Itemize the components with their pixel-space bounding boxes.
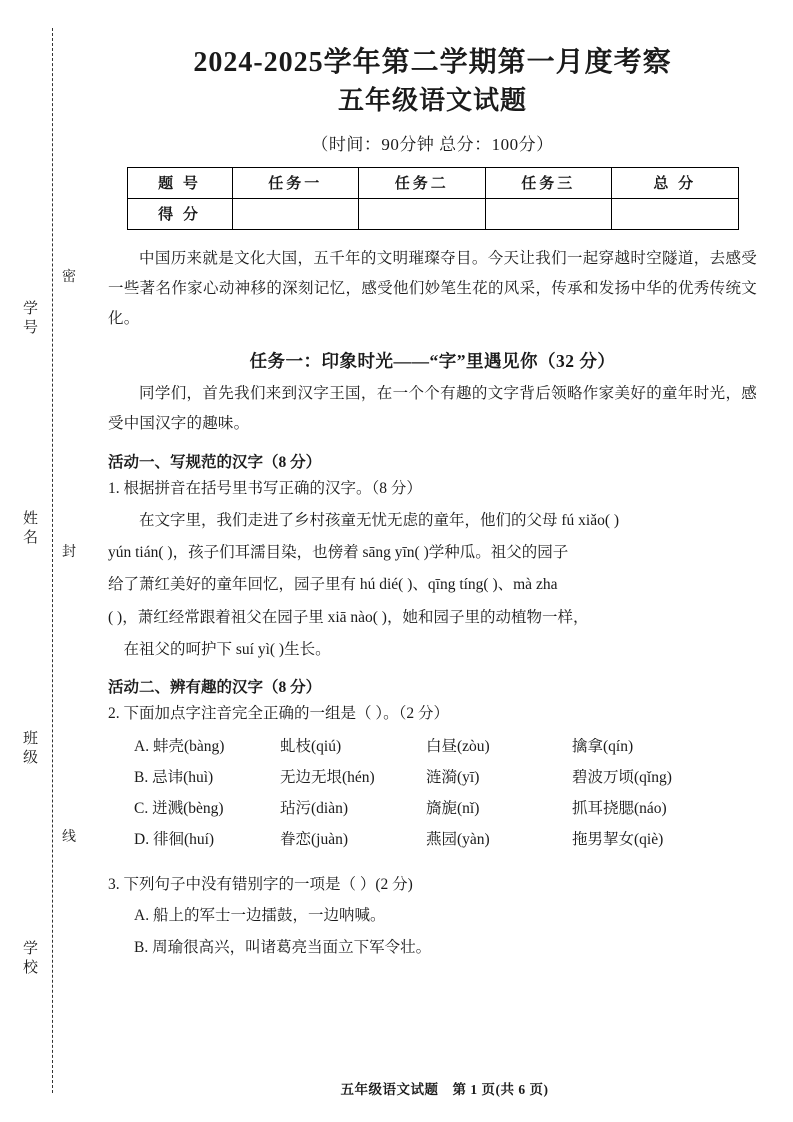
page-title-line2: 五年级语文试题: [337, 85, 527, 115]
seal-word-feng-label: 封: [62, 545, 76, 560]
option-a-1: A. 蚌壳(bàng): [134, 738, 225, 756]
option-c-2: 玷污(diàn): [280, 800, 349, 818]
question-2: 2. 下面加点字注音完全正确的一组是（ ）。（2 分）: [108, 705, 450, 722]
table-row-score: [127, 198, 738, 229]
question-3-option-b: B. 周瑜很高兴，叫诸葛亮当面立下军令壮。: [134, 938, 432, 956]
option-b-1: B. 忌讳(huì): [134, 769, 214, 787]
score-table-cell: 任务三: [485, 167, 612, 198]
seal-field-xuehao-label: 学 号: [22, 301, 39, 336]
option-row-d: [108, 824, 757, 855]
spacer: [108, 857, 757, 865]
score-table-cell: 得 分: [127, 198, 232, 229]
score-table: [127, 167, 739, 230]
activity2-title: 活动二、辨有趣的汉字（8 分）: [108, 679, 322, 696]
option-d-4: 拖男挈女(qiè): [572, 831, 664, 849]
score-table-cell: 题 号: [127, 167, 232, 198]
option-b-3: 涟漪(yī): [426, 769, 480, 787]
table-row-header: [127, 167, 738, 198]
sealing-strip: [0, 0, 96, 1122]
task1-lead: 同学们，首先我们来到汉字王国，在一个个有趣的文字背后领略作家美好的童年时光，感受中国汉字的趣味。: [108, 385, 757, 433]
page-footer: [96, 1078, 793, 1098]
seal-word-mi: [58, 270, 80, 287]
footer-title: 五年级语文试题: [340, 1082, 439, 1097]
seal-word-xian: [58, 830, 80, 847]
seal-field-xingming: [14, 510, 48, 548]
option-b-4: 碧波万顷(qǐng): [572, 769, 672, 787]
footer-page-number: 第 1 页(共 6 页): [452, 1082, 549, 1097]
intro-paragraph: 中国历来就是文化大国，五千年的文明璀璨夺目。今天让我们一起穿越时空隧道，去感受一些著名作家心动神移的深刻记忆，感受他们妙笔生花的风采，传承和发扬中华的优秀传统文化。: [108, 249, 757, 328]
pinyin-line-1: 在文字里，我们走进了乡村孩童无忧无虑的童年，他们的父母 fú xiǎo( ): [139, 511, 620, 529]
seal-word-feng: [58, 545, 80, 562]
activity1-title: 活动一、写规范的汉字（8 分）: [108, 453, 322, 471]
exam-meta: （时间：90分钟 总分：100分）: [311, 134, 554, 154]
option-a-3: 白昼(zòu): [426, 738, 490, 756]
option-a-2: 虬枝(qiú): [280, 738, 342, 756]
pinyin-line-2: yún tián( )，孩子们耳濡目染，也傍着 sāng yīn( )学种瓜。祖父的园子: [108, 544, 569, 562]
option-row-b: [108, 762, 757, 793]
question-3: 3. 下列句子中没有错别字的一项是（ ）(2 分): [108, 876, 413, 894]
option-c-1: C. 迸溅(bèng): [134, 800, 224, 818]
score-input-cell[interactable]: [232, 198, 359, 229]
seal-field-banji-label: 班 级: [22, 731, 39, 766]
seal-field-xuexiao-label: 学 校: [22, 941, 39, 976]
question-2-options: [108, 731, 757, 855]
option-d-1: D. 徘徊(huí): [134, 831, 215, 849]
score-input-cell[interactable]: [612, 198, 739, 229]
seal-field-xuehao: [14, 300, 48, 338]
task1-title: 任务一：印象时光——“字”里遇见你（32 分）: [249, 351, 616, 372]
seal-field-xingming-label: 姓 名: [22, 511, 39, 546]
option-row-c: [108, 793, 757, 824]
pinyin-line-3: 给了萧红美好的童年回忆，园子里有 hú dié( )、qīng tíng( )、mà zha: [108, 576, 558, 594]
score-input-cell[interactable]: [359, 198, 486, 229]
paper-content: [96, 0, 793, 1122]
seal-field-banji: [14, 730, 48, 768]
score-table-cell: 任务二: [359, 167, 486, 198]
score-table-cell: 任务一: [232, 167, 359, 198]
option-d-3: 燕园(yàn): [426, 831, 490, 849]
activity1-question: 1. 根据拼音在括号里书写正确的汉字。（8 分）: [108, 479, 422, 497]
option-c-4: 抓耳挠腮(náo): [572, 800, 667, 818]
option-d-2: 眷恋(juàn): [280, 831, 349, 849]
score-table-cell: 总 分: [612, 167, 739, 198]
seal-dashed-line: [52, 28, 53, 1093]
option-a-4: 擒拿(qín): [572, 738, 634, 756]
score-input-cell[interactable]: [485, 198, 612, 229]
page-title-line1: 2024-2025学年第二学期第一月度考察: [193, 47, 672, 78]
option-row-a: [108, 731, 757, 762]
pinyin-line-4: ( )，萧红经常跟着祖父在园子里 xiā nào( )，她和园子里的动植物一样，: [108, 608, 589, 626]
seal-word-mi-label: 密: [62, 270, 76, 285]
seal-word-xian-label: 线: [62, 830, 76, 845]
option-c-3: 旖旎(nǐ): [426, 800, 480, 818]
option-b-2: 无边无垠(hén): [280, 769, 375, 787]
pinyin-line-5: 在祖父的呵护下 suí yì( )生长。: [123, 640, 331, 658]
question-3-option-a: A. 船上的军士一边擂鼓，一边呐喊。: [134, 907, 386, 925]
seal-field-xuexiao: [14, 940, 48, 978]
